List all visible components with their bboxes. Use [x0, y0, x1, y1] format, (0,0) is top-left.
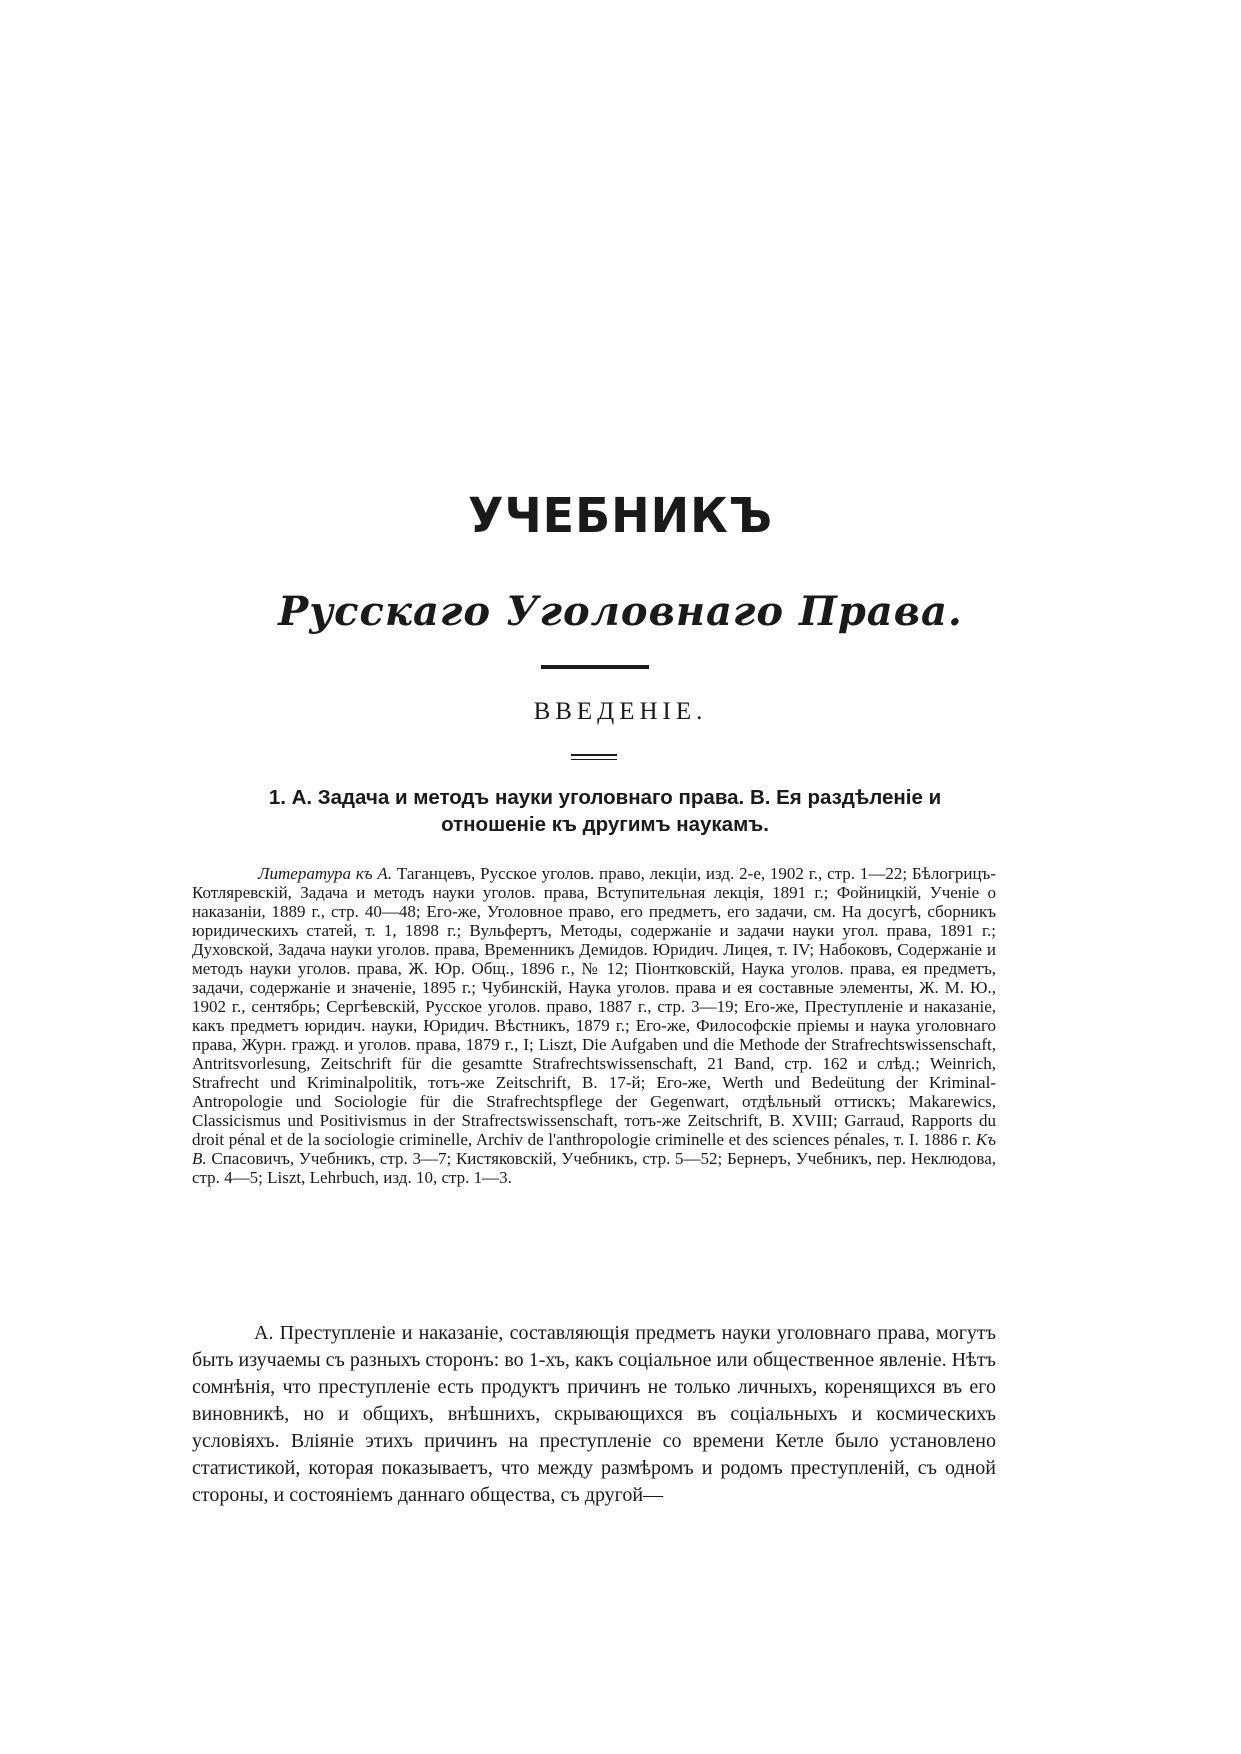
body-text — [192, 1320, 996, 1509]
title-divider — [541, 665, 649, 669]
literature-block — [192, 864, 996, 1187]
literature-label: Литература къ А. — [258, 864, 393, 883]
chapter-heading: 1. А. Задача и методъ науки уголовнаго права. В. Ея раздѣленіе и отношеніе къ другимъ наукамъ. — [268, 786, 942, 836]
literature-label-b: Къ В. — [192, 1130, 996, 1168]
book-title: УЧЕБНИКЪ — [468, 486, 773, 544]
literature-text: Таганцевъ, Русское уголов. право, лекціи, изд. 2-е, 1902 г., стр. 1—22; Бѣлогрицъ-Котляревскій, Задача и методъ науки уголов. права, Вступительная лекція, 1891 г.; Фойницкій, Ученіе о наказаніи, 1889 г., стр. 40—48; Его-же, Уголовное право, его предметъ, его задачи, см. На досугѣ, сборникъ юридическихъ статей, т. 1, 1898 г.; Вульфертъ, Методы, содержаніе и задачи науки угол. права, 1891 г.; Духовской, Задача науки уголов. права, Временникъ Демидов. Юридич. Лицея, т. IV; Набоковъ, Содержаніе и методъ науки уголов. права, Ж. Юр. Общ., 1896 г., № 12; Піонтковскій, Наука уголов. права, ея предметъ, задачи, содержаніе и значеніе, 1895 г.; Чубинскій, Наука уголов. права и ея составные элементы, Ж. М. Ю., 1902 г., сентябрь; Сергѣевскій, Русское уголов. право, 1887 г., стр. 3—19; Его-же, Преступленіе и наказаніе, какъ предметъ юридич. науки, Юридич. Вѣстникъ, 1879 г.; Его-же, Философскіе пріемы и наука уголовнаго права, Журн. гражд. и уголов. права, 1879 г., I; Liszt, Die Aufgaben und die Methode der Strafrechtswissenschaft, Antritsvorlesung, Zeitschrift für die gesamtte Strafrechtswissenschaft, 21 Band, стр. 162 и слѣд.; Weinrich, Strafrecht und Kriminalpolitik, тотъ-же Zeitschrift, B. 17-й; Его-же, Werth und Bedeütung der Kriminal-Antropologie und Sociologie für die Strafrechtspflege der Gegenwart, отдѣльный оттискъ; Makarewics, Classicismus und Positivismus in der Strafrectswissenschaft, тотъ-же Zeitschrift, B. XVIII; Garraud, Rapports du droit pénal et de la sociologie criminelle, Archiv de l'anthropologie criminelle et des sciences pénales, т. I. 1886 г. — [192, 864, 997, 1149]
literature-text-b: Спасовичъ, Учебникъ, стр. 3—7; Кистяковскій, Учебникъ, стр. 5—52; Бернеръ, Учебникъ, пер. Неклюдова, стр. 4—5; Liszt, Lehrbuch, изд. 10, стр. 1—3. — [192, 1149, 997, 1187]
literature-paragraph — [192, 864, 996, 1187]
section-divider — [571, 754, 617, 756]
body-paragraph: А. Преступленіе и наказаніе, составляющія предметъ науки уголовнаго права, могутъ быть изучаемы съ разныхъ сторонъ: во 1-хъ, какъ соціальное или общественное явленіе. Нѣтъ сомнѣнія, что преступленіе есть продуктъ причинъ не только личныхъ, коренящихся въ его виновникѣ, но и общихъ, внѣшнихъ, скрывающихся въ соціальныхъ и космическихъ условіяхъ. Вліяніе этихъ причинъ на преступленіе со времени Кетле было установлено статистикой, которая показываетъ, что между размѣромъ и родомъ преступленій, съ одной стороны, и состояніемъ даннаго общества, съ другой— — [192, 1322, 996, 1506]
book-subtitle: Русскаго Уголовнаго Права. — [278, 588, 963, 635]
section-label: ВВЕДЕНІЕ. — [533, 698, 708, 725]
section-divider-second-line — [571, 759, 617, 760]
